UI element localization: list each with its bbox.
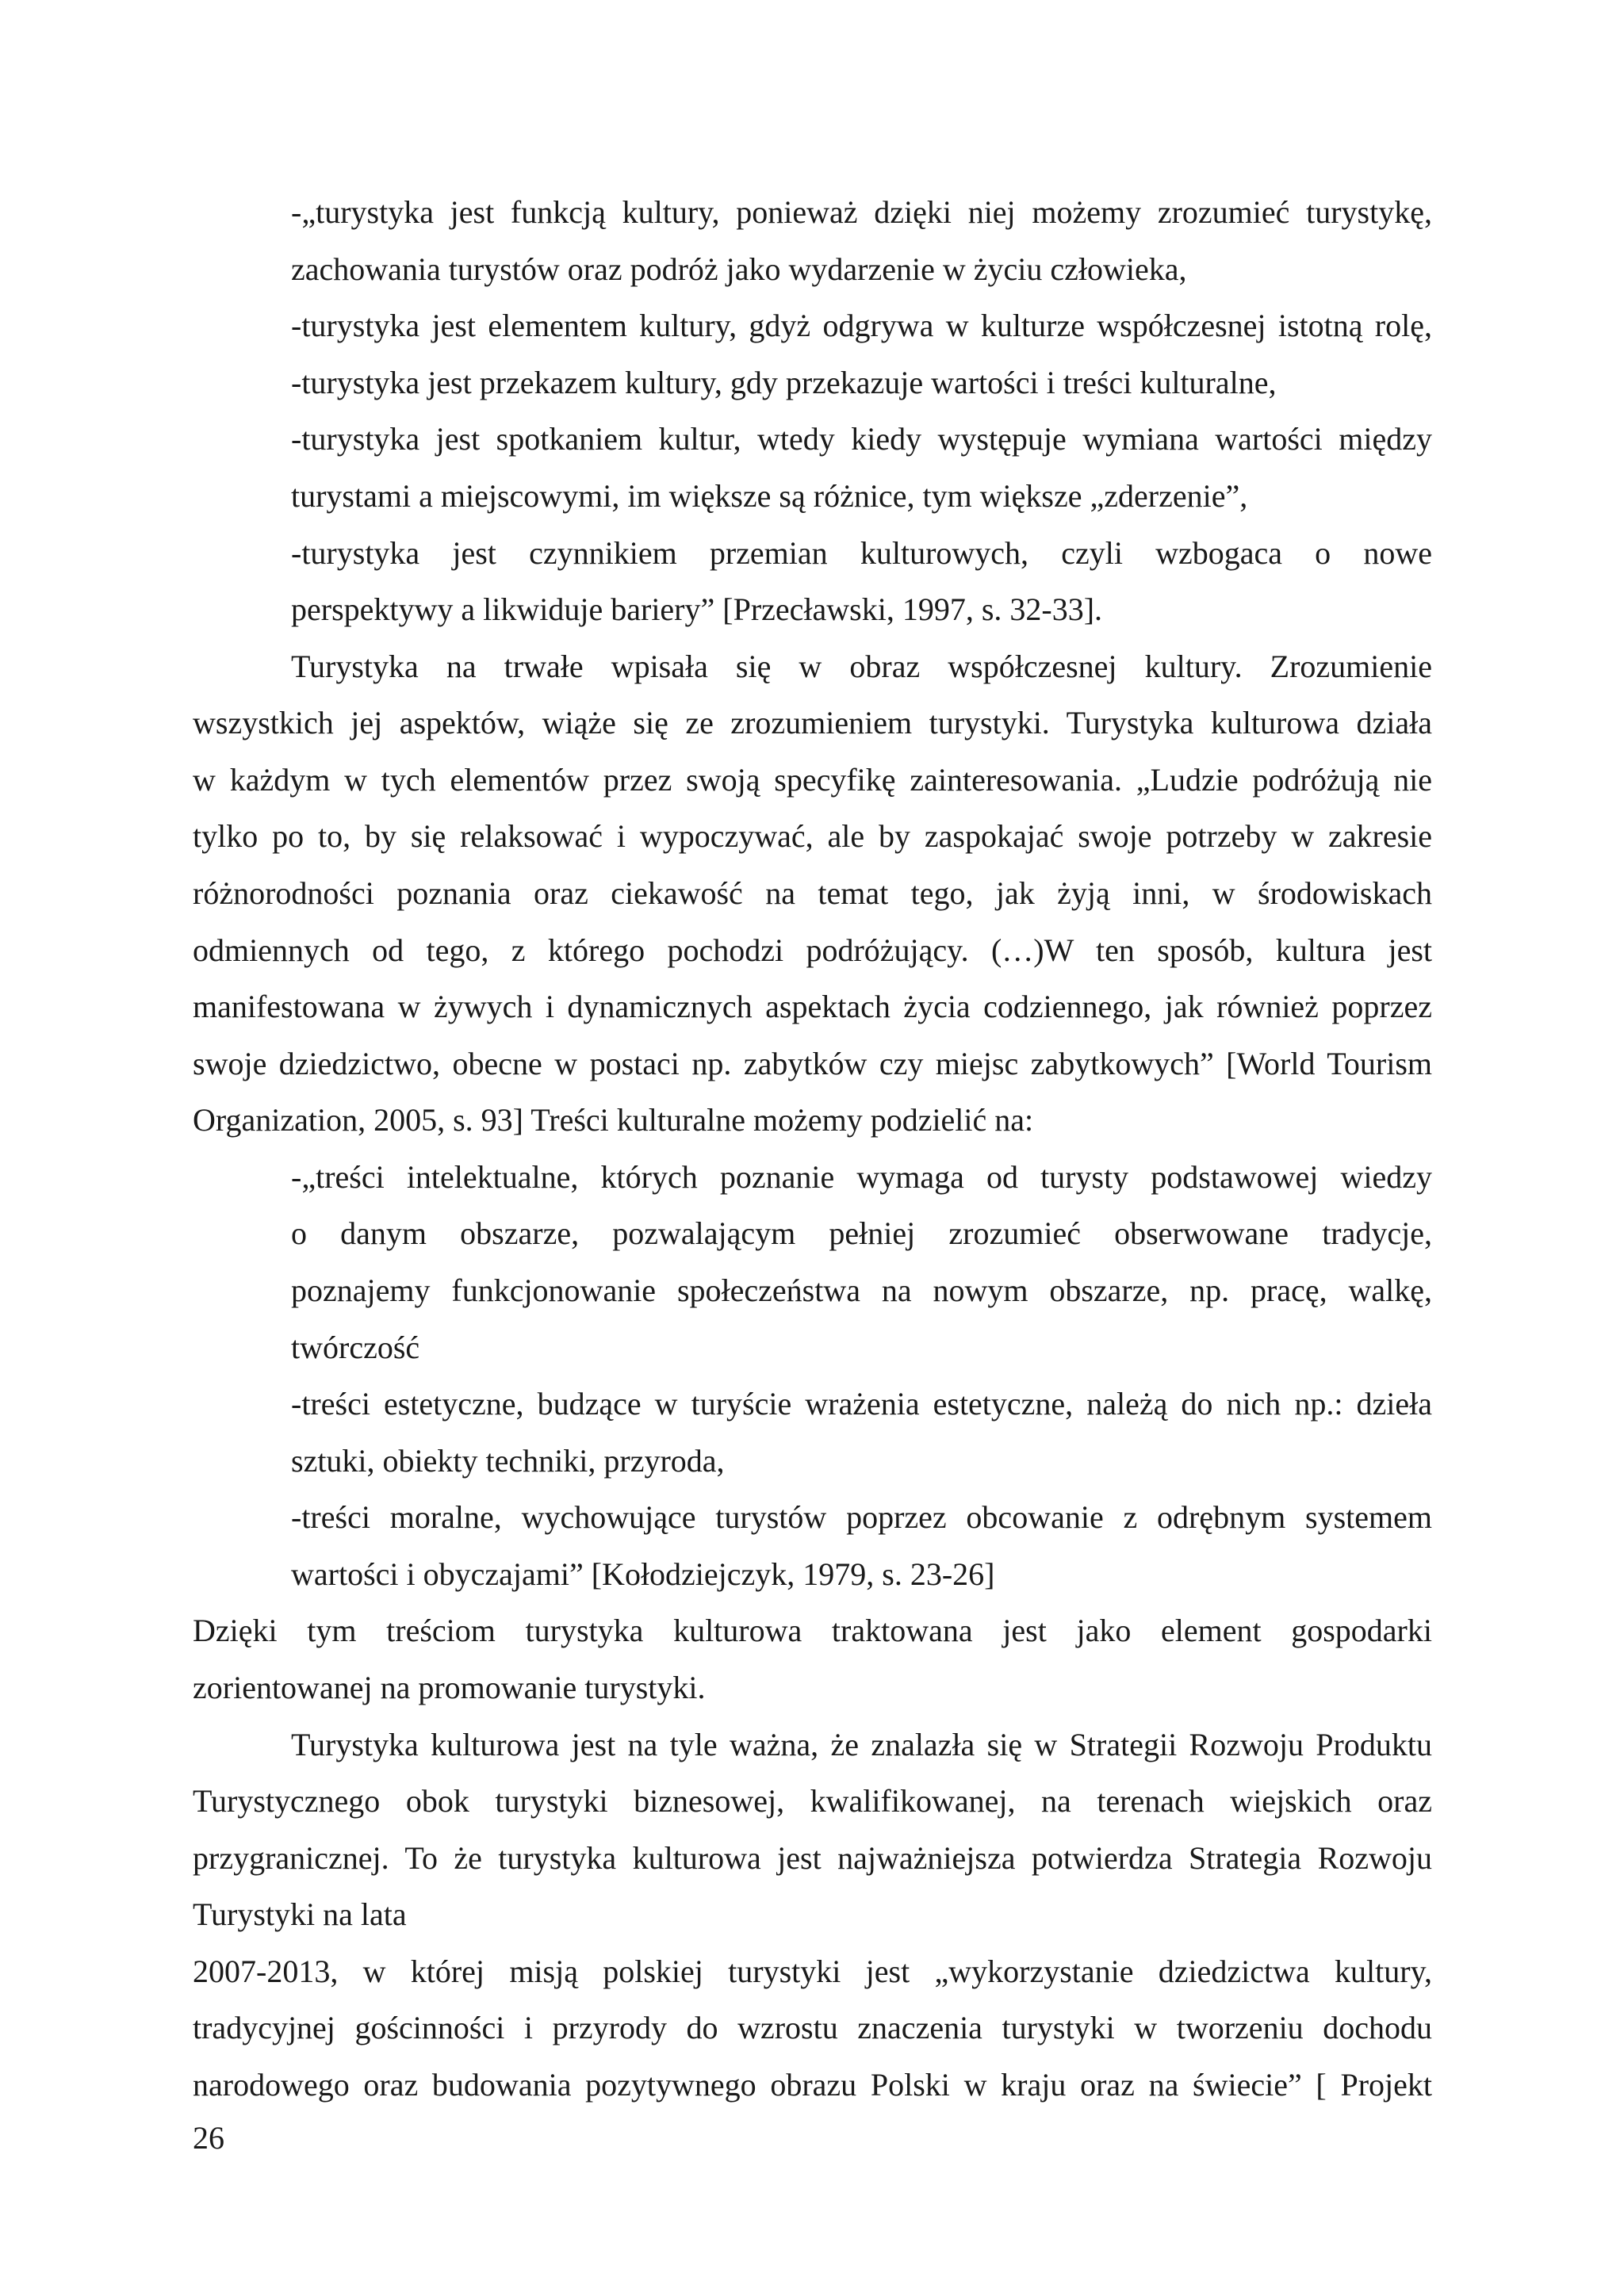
text-line: Dzięki tym treściom turystyka kulturowa traktowana jest jako element gospodarki [193, 1613, 1432, 1648]
text-line: twórczość [291, 1330, 420, 1365]
text-line: narodowego oraz budowania pozytywnego obrazu Polski w kraju oraz na świecie” [ Projekt [193, 2067, 1432, 2103]
text-line: zorientowanej na promowanie turystyki. [193, 1670, 706, 1705]
text-line: Turystycznego obok turystyki biznesowej, kwalifikowanej, na terenach wiejskich oraz [193, 1783, 1432, 1819]
text-line: różnorodności poznania oraz ciekawość na temat tego, jak żyją inni, w środowiskach [193, 875, 1432, 911]
text-line: poznajemy funkcjonowanie społeczeństwa na nowym obszarze, np. pracę, walkę, [291, 1272, 1432, 1308]
text-line: -treści moralne, wychowujące turystów poprzez obcowanie z odrębnym systemem [291, 1499, 1432, 1535]
text-line: turystami a miejscowymi, im większe są różnice, tym większe „zderzenie”, [291, 478, 1248, 514]
text-line: -„treści intelektualne, których poznanie wymaga od turysty podstawowej wiedzy [291, 1159, 1432, 1195]
text-line: tradycyjnej gościnności i przyrody do wzrostu znaczenia turystyki w tworzeniu dochodu [193, 2010, 1432, 2045]
text-line: -treści estetyczne, budzące w turyście wrażenia estetyczne, należą do nich np.: dzieła [291, 1386, 1432, 1422]
text-line: tylko po to, by się relaksować i wypoczywać, ale by zaspokajać swoje potrzeby w zakresie [193, 818, 1432, 854]
text-line: wszystkich jej aspektów, wiąże się ze zrozumieniem turystyki. Turystyka kulturowa działa [193, 705, 1432, 740]
page-number: 26 [193, 2120, 224, 2156]
text-line: swoje dziedzictwo, obecne w postaci np. zabytków czy miejsc zabytkowych” [World Tourism [193, 1046, 1432, 1081]
text-line: 2007-2013, w której misją polskiej turystyki jest „wykorzystanie dziedzictwa kultury, [193, 1954, 1432, 1989]
text-line: -„turystyka jest funkcją kultury, ponieważ dzięki niej możemy zrozumieć turystykę, [291, 194, 1432, 230]
text-line: Organization, 2005, s. 93] Treści kulturalne możemy podzielić na: [193, 1102, 1034, 1138]
text-line: w każdym w tych elementów przez swoją specyfikę zainteresowania. „Ludzie podróżują nie [193, 762, 1432, 798]
text-line: perspektywy a likwiduje bariery” [Przecławski, 1997, s. 32-33]. [291, 591, 1103, 627]
text-line: -turystyka jest czynnikiem przemian kulturowych, czyli wzbogaca o nowe [291, 535, 1432, 571]
text-line: Turystyki na lata [193, 1896, 407, 1932]
text-line: zachowania turystów oraz podróż jako wydarzenie w życiu człowieka, [291, 251, 1187, 287]
text-line: -turystyka jest spotkaniem kultur, wtedy kiedy występuje wymiana wartości między [291, 421, 1432, 457]
text-line: manifestowana w żywych i dynamicznych aspektach życia codziennego, jak również poprzez [193, 989, 1432, 1024]
text-line: przygranicznej. To że turystyka kulturowa jest najważniejsza potwierdza Strategia Rozwoju [193, 1840, 1432, 1876]
text-line: wartości i obyczajami” [Kołodziejczyk, 1979, s. 23-26] [291, 1556, 995, 1592]
text-line: odmiennych od tego, z którego pochodzi podróżujący. (…)W ten sposób, kultura jest [193, 932, 1432, 968]
text-line: o danym obszarze, pozwalającym pełniej zrozumieć obserwowane tradycje, [291, 1215, 1432, 1251]
text-line: Turystyka na trwałe wpisała się w obraz współczesnej kultury. Zrozumienie [291, 649, 1432, 684]
text-line: Turystyka kulturowa jest na tyle ważna, że znalazła się w Strategii Rozwoju Produktu [291, 1727, 1432, 1762]
text-line: sztuki, obiekty techniki, przyroda, [291, 1443, 725, 1479]
text-line: -turystyka jest przekazem kultury, gdy przekazuje wartości i treści kulturalne, [291, 365, 1277, 400]
text-line: -turystyka jest elementem kultury, gdyż odgrywa w kulturze współczesnej istotną rolę, [291, 308, 1432, 343]
